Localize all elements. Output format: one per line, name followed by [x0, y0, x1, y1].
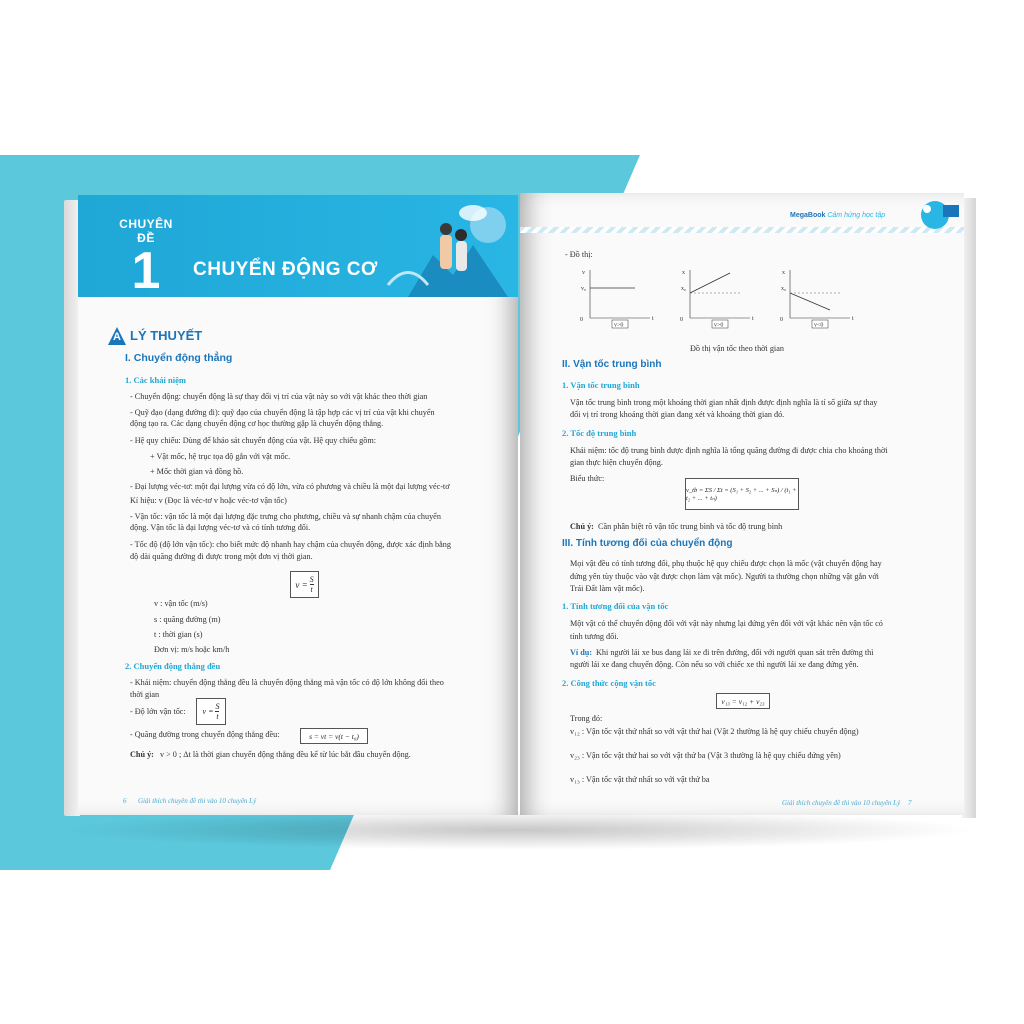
graph-caption: Đồ thị vận tốc theo thời gian [690, 344, 784, 353]
footer-title: Giải thích chuyên đề thi vào 10 chuyên Lý [138, 797, 257, 805]
chapter-label: CHUYÊN ĐỀ [119, 217, 173, 245]
book-shadow [58, 810, 978, 850]
body-line: - Khái niệm: chuyển động thẳng đều là chuyển động thẳng mà vận tốc có độ lớn không đổi theo [130, 678, 444, 687]
formula-speed [290, 571, 319, 598]
section-title: LÝ THUYẾT [130, 328, 203, 343]
header-stripe [520, 227, 964, 233]
graph-origin-label: 0 [780, 317, 783, 323]
graph-tag: v<0 [814, 322, 824, 329]
section-badge-letter: A [113, 331, 121, 343]
formula-fraction [215, 702, 219, 721]
formula-uniform-speed [196, 698, 226, 725]
page-number: 6 [123, 797, 127, 805]
brand [790, 212, 885, 219]
footer-title: Giải thích chuyên đề thi vào 10 chuyên Lý [782, 799, 901, 807]
formula-distance: s = vt = v(t − t₀) [300, 728, 368, 744]
body-line: gian thực hiện chuyển động. [570, 458, 663, 467]
body-line: Mọi vật đều có tính tương đối, phụ thuộc hệ quy chiếu được chọn là mốc (vật chuyển động hay [570, 559, 882, 568]
body-line: - Độ lớn vận tốc: [130, 707, 186, 716]
sub-heading-average-speed: 2. Tốc độ trung bình [562, 428, 637, 438]
definition-line: t : thời gian (s) [154, 630, 203, 639]
body-line: Kí hiệu: v (Đọc là véc-tơ v hoặc véc-tơ vận tốc) [130, 496, 287, 505]
body-line: + Vật mốc, hệ trục tọa độ gắn với vật mốc. [150, 452, 291, 461]
definition-line: s : quãng đường (m) [154, 615, 221, 624]
formula-lhs: v = [295, 579, 308, 590]
graph-origin-label: 0 [680, 317, 683, 323]
graph-heading: - Đồ thị: [565, 250, 593, 259]
example-label: Ví dụ: [570, 648, 593, 657]
sub-heading-uniform: 2. Chuyển động thẳng đều [125, 661, 221, 671]
chapter-number: 1 [131, 242, 161, 300]
motion-graphs [580, 263, 880, 333]
page-edge-right [962, 198, 976, 818]
graph-tag: v>0 [614, 322, 624, 329]
header-illustration [905, 195, 963, 235]
body-line: - Chuyển động: chuyển động là sự thay đổi vị trí của vật này so với vật khác theo thời gian [130, 392, 428, 401]
body-line: Khái niệm: tốc độ trung bình được định nghĩa là tổng quãng đường đi được chia cho khoảng thời [570, 446, 888, 455]
graph-origin-label: 0 [580, 317, 583, 323]
body-line: - Tốc độ (độ lớn vận tốc): cho biết mức độ nhanh hay chậm của chuyển động, được xác định bằng [130, 540, 451, 549]
right-header [520, 207, 964, 229]
body-line: động. Vận tốc là đại lượng véc-tơ và có tính tương đối. [130, 523, 311, 532]
where-line: v₂₃ : Vận tốc vật thứ hai so với vật thứ ba (Vật 3 thường là hệ quy chiếu đứng yên) [570, 751, 841, 760]
part3-title: III. Tính tương đối của chuyển động [562, 538, 733, 549]
graph-y0-label: x₀ [781, 286, 787, 292]
sub-heading-velocity-addition: 2. Công thức cộng vận tốc [562, 678, 656, 688]
body-line: Vận tốc trung bình trong một khoảng thời gian nhất định được định nghĩa là tỉ số giữa sự thay [570, 398, 878, 407]
chapter-banner [78, 195, 518, 300]
graph-line [690, 273, 730, 293]
body-line: tính tương đối. [570, 632, 619, 641]
body-line: độ dài quãng đường đi được trong một đơn vị thời gian. [130, 552, 313, 561]
body-line: Trái Đất làm vật mốc). [570, 584, 645, 593]
formula-fraction [310, 575, 314, 594]
graph-y0-label: x₀ [681, 286, 687, 292]
sub-heading-relative-velocity: 1. Tính tương đối của vận tốc [562, 601, 669, 611]
formula-denominator: t [310, 585, 313, 594]
page-number: 7 [908, 799, 912, 807]
graph-y-label: x [682, 270, 685, 276]
graph-x-label: t [652, 316, 654, 322]
right-page [520, 193, 964, 815]
sub-heading-concepts: 1. Các khái niệm [125, 375, 186, 385]
formula-velocity-addition: v₁₃ = v₁₂ + v₂₃ [716, 693, 770, 709]
example-line: người lái xe đang chuyển động. Còn nếu so với chiếc xe thì người lái xe đang đứng yên. [570, 660, 859, 669]
graph-x-label: t [752, 316, 754, 322]
graph-tag: v>0 [714, 322, 724, 329]
body-line: Một vật có thể chuyển động đối với vật này nhưng lại đứng yên đối với vật khác nên vận tốc có [570, 619, 883, 628]
body-line: thời gian [130, 690, 160, 699]
brand-tagline: Cảm hứng học tập [827, 212, 886, 219]
body-line: đứng yên tùy thuộc vào vật được chọn làm vật mốc). Người ta thường chọn những vật gắn với [570, 572, 879, 581]
graph-y-label: x [782, 270, 785, 276]
body-line: động tạo ra. Các dạng chuyển động cơ học thường gặp là chuyển động thẳng. [130, 419, 384, 428]
part1-title: I. Chuyển động thẳng [125, 352, 233, 364]
body-line: - Hệ quy chiếu: Dùng để khảo sát chuyển động của vật. Hệ quy chiếu gồm: [130, 436, 377, 445]
where-line: v₁₂ : Vận tốc vật thứ nhất so với vật thứ hai (Vật 2 thường là hệ quy chiếu chuyển động) [570, 727, 859, 736]
graph-x-label: t [852, 316, 854, 322]
formula-numerator: S [215, 702, 220, 711]
body-line: - Quãng đường trong chuyển động thẳng đều: [130, 730, 280, 739]
body-line: + Mốc thời gian và đồng hồ. [150, 467, 244, 476]
body-line: - Vận tốc: vận tốc là một đại lượng đặc trưng cho phương, chiều và sự nhanh chậm của chuyển [130, 512, 441, 521]
section-badge [108, 327, 126, 345]
formula-lhs: v = [202, 707, 214, 716]
body-line: - Đại lượng véc-tơ: một đại lượng vừa có độ lớn, vừa có phương và chiều là một đại lượng véc-tơ [130, 482, 450, 491]
note-label: Chú ý: [130, 750, 154, 759]
hikers-illustration [378, 195, 518, 297]
body-line: Biểu thức: [570, 474, 605, 483]
graph-y0-label: v₀ [581, 286, 587, 292]
where-label: Trong đó: [570, 714, 603, 723]
formula-denominator: t [216, 712, 219, 721]
definition-line: Đơn vị: m/s hoặc km/h [154, 645, 230, 654]
graph-y-label: v [582, 270, 585, 276]
brand-name: MegaBook [790, 212, 826, 219]
chapter-badge [110, 217, 182, 300]
left-page [78, 195, 518, 815]
definition-line: v : vận tốc (m/s) [154, 599, 208, 608]
body-line: đổi vị trí trong khoảng thời gian đang xét và khoảng thời gian đó. [570, 410, 785, 419]
formula-average-speed: v_tb = ΣS / Σt = (S₁ + S₂ + ... + Sₙ) / (t₁ + t₂ + ... + tₙ) [685, 478, 799, 510]
chapter-title: CHUYỂN ĐỘNG CƠ [193, 259, 378, 280]
formula-numerator: S [309, 575, 314, 584]
example-line: Khi người lái xe bus đang lái xe đi trên đường, đối với người quan sát trên đường thì [596, 648, 874, 657]
note-text: Cần phân biệt rõ vận tốc trung bình và tốc độ trung bình [598, 522, 783, 531]
part2-title: II. Vận tốc trung bình [562, 359, 662, 370]
body-line: - Quỹ đạo (dạng đường đi): quỹ đạo của chuyển động là tập hợp các vị trí của vật khi chuyển [130, 408, 435, 417]
where-line: v₁₃ : Vận tốc vật thứ nhất so với vật thứ ba [570, 775, 710, 784]
graph-line [790, 293, 830, 310]
note-label: Chú ý: [570, 522, 594, 531]
sub-heading-average-velocity: 1. Vận tốc trung bình [562, 380, 640, 390]
note-text: v > 0 ; Δt là thời gian chuyển động thẳng đều kể từ lúc bắt đầu chuyển động. [160, 750, 411, 759]
